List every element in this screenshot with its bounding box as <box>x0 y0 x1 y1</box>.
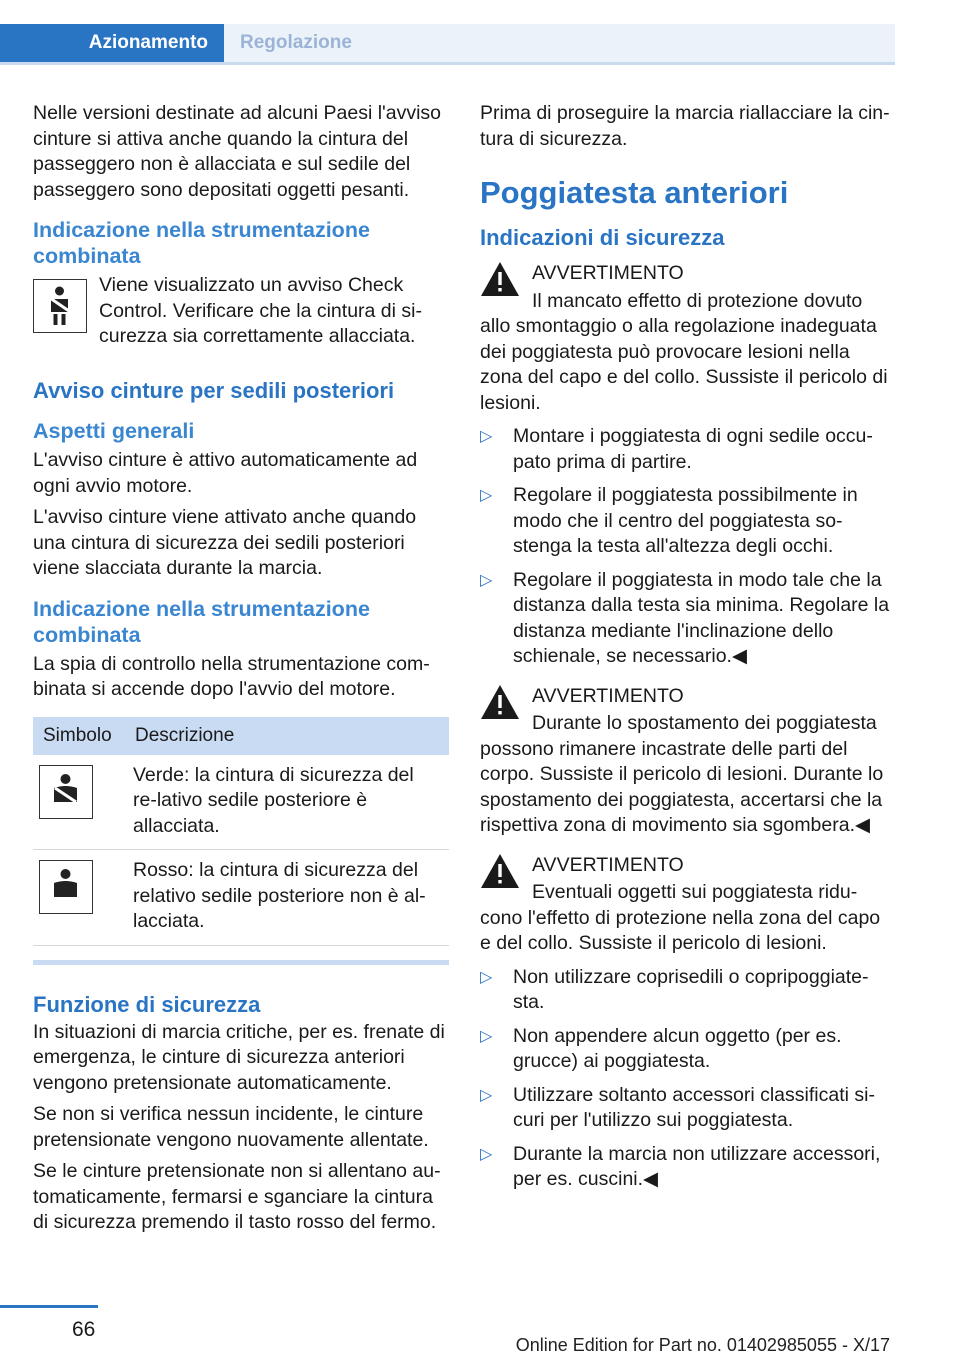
left-column <box>33 101 449 1242</box>
paragraph: La spia di controllo nella strumentazione com-binata si accende dopo l'avvio del motore. <box>33 652 430 700</box>
paragraph: Se le cinture pretensionate non si allentano au-tomaticamente, fermarsi e sganciare la cintura di sicurezza premendo il tasto rosso del fermo. <box>33 1160 441 1233</box>
list-item: ▷ Durante la marcia non utilizzare accessori, per es. cuscini.◀ <box>480 1142 881 1190</box>
table-row <box>33 755 449 850</box>
warning-block <box>480 261 895 416</box>
table-header-description: Descrizione <box>125 717 449 755</box>
check-control-block <box>33 273 449 353</box>
paragraph: Se non si verifica nessun incidente, le cinture pretensionate vengono nuovamente allentate. <box>33 1103 429 1151</box>
footer-rule <box>0 1305 98 1308</box>
section-heading-headrests: Poggiatesta anteriori <box>480 175 789 210</box>
table-row <box>33 850 449 946</box>
bullet-arrow-icon: ▷ <box>480 571 493 589</box>
bullet-arrow-icon: ▷ <box>480 1086 493 1104</box>
warning-text: Eventuali oggetti sui poggiatesta ridu-cono l'effetto di protezione nella zona del capo e del collo. Sussiste il pericolo di lesioni. <box>480 881 881 954</box>
warning-text: Durante lo spostamento dei poggiatesta possono rimanere incastrate delle parti del corpo. Sussiste il pericolo di lesioni. Durante lo spostamento dei poggiatesta, accertarsi che la rispettiva zona di movimento sia sgombera.◀ <box>480 712 884 836</box>
belt-fastened-icon <box>39 765 93 819</box>
right-column <box>480 101 895 1199</box>
check-control-text: Viene visualizzato un avviso Check Control. Verificare che la cintura di si-curezza sia correttamente allacciata. <box>99 274 422 347</box>
warning-title: AVVERTIMENTO <box>532 684 684 707</box>
edition-note: Online Edition for Part no. 01402985055 - X/17 <box>515 1335 890 1355</box>
symbol-table <box>33 717 449 946</box>
list-item: ▷ Montare i poggiatesta di ogni sedile occu-pato prima di partire. <box>480 425 873 473</box>
bullet-arrow-icon: ▷ <box>480 1027 493 1045</box>
warning-block <box>480 684 895 839</box>
subheading-display: Indicazione nella strumentazione combinata <box>33 596 370 647</box>
bullet-arrow-icon: ▷ <box>480 428 493 445</box>
list-item: ▷ Regolare il poggiatesta possibilmente in modo che il centro del poggiatesta so-stenga la testa all'altezza degli occhi. <box>480 484 858 557</box>
page-number: 66 <box>72 1318 96 1341</box>
warning-text: Il mancato effetto di protezione dovuto allo smontaggio o alla regolazione inadeguata dei poggiatesta può provocare lesioni nella zona del capo e del collo. Sussiste il pericolo di lesioni. <box>480 289 888 414</box>
section-heading-rear-belts: Avviso cinture per sedili posteriori <box>33 378 395 403</box>
paragraph: L'avviso cinture viene attivato anche quando una cintura di sicurezza dei sedili posteriori viene slacciata durante la marcia. <box>33 506 417 579</box>
table-cell-description: Rosso: la cintura di sicurezza del relativo sedile posteriore non è al-lacciata. <box>125 850 449 946</box>
table-divider <box>33 960 449 965</box>
list-item: ▷ Regolare il poggiatesta in modo tale che la distanza dalla testa sia minima. Regolare la distanza mediante l'inclinazione dello schienale, se necessario.◀ <box>480 568 890 667</box>
warning-triangle-icon <box>480 684 520 720</box>
table-cell-description: Verde: la cintura di sicurezza del re-lativo sedile posteriore è allacciata. <box>125 755 449 850</box>
subheading-general: Aspetti generali <box>33 419 195 443</box>
tab-regolazione[interactable]: Regolazione <box>224 24 895 62</box>
paragraph: Prima di proseguire la marcia riallacciare la cin-tura di sicurezza. <box>480 102 890 150</box>
section-heading-display: Indicazione nella strumentazione combinata <box>33 218 370 268</box>
table-header-symbol: Simbolo <box>33 717 125 755</box>
warning-triangle-icon <box>480 853 520 889</box>
list-item: ▷ Non utilizzare coprisedili o copripoggiate-sta. <box>480 965 869 1013</box>
seatbelt-warning-icon <box>33 279 87 333</box>
subheading-safety-notes: Indicazioni di sicurezza <box>480 225 725 250</box>
intro-paragraph: Nelle versioni destinate ad alcuni Paesi l'avviso cinture si attiva anche quando la cintura del passeggero non è allacciata e sul sedile del passeggero sono depositati oggetti pesanti. <box>33 102 442 201</box>
bullet-arrow-icon: ▷ <box>480 1145 493 1163</box>
bullet-arrow-icon: ▷ <box>480 968 493 986</box>
paragraph: In situazioni di marcia critiche, per es. frenate di emergenza, le cinture di sicurezza anteriori vengono pretensionate automaticamente. <box>33 1020 445 1094</box>
bullet-arrow-icon: ▷ <box>480 487 493 504</box>
warning-triangle-icon <box>480 261 520 297</box>
warning-block <box>480 853 895 957</box>
warning-title: AVVERTIMENTO <box>532 853 684 876</box>
list-item: ▷ Non appendere alcun oggetto (per es. grucce) ai poggiatesta. <box>480 1024 842 1072</box>
list-item: ▷ Utilizzare soltanto accessori classificati si-curi per l'utilizzo sui poggiatesta. <box>480 1083 875 1131</box>
tab-azionamento[interactable]: Azionamento <box>0 24 224 62</box>
belt-unfastened-icon <box>39 860 93 914</box>
warning-title: AVVERTIMENTO <box>532 262 684 284</box>
section-heading-safety-function: Funzione di sicurezza <box>33 991 261 1017</box>
tab-bar <box>0 0 895 65</box>
paragraph: L'avviso cinture è attivo automaticamente ad ogni avvio motore. <box>33 449 418 497</box>
